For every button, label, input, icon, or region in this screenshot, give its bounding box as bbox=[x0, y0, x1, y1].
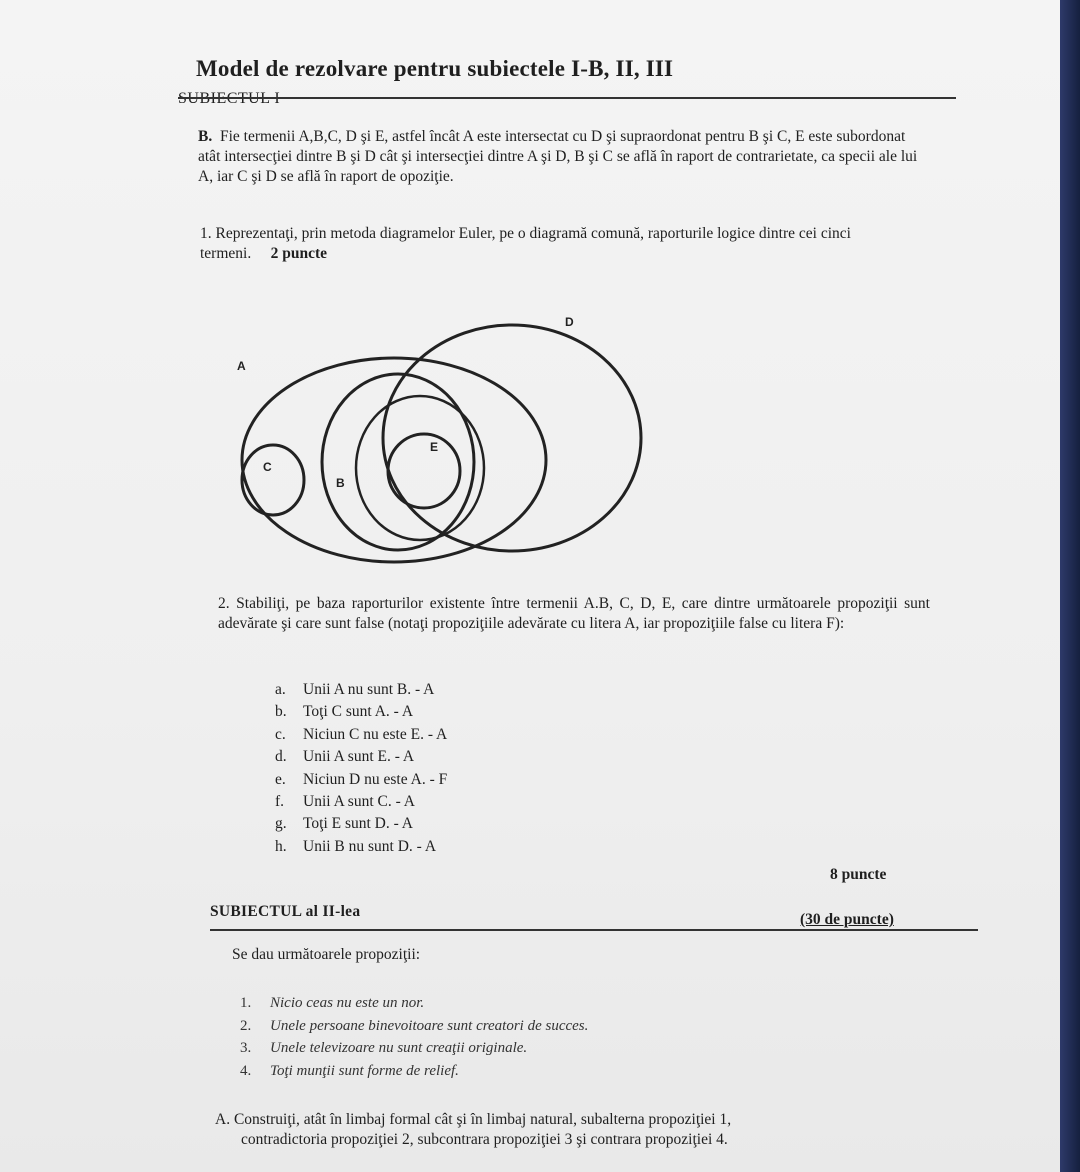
question-2-points: 8 puncte bbox=[830, 866, 887, 883]
item-letter: e. bbox=[275, 770, 286, 788]
task-a-line-1: A. Construiţi, atât în limbaj formal cât şi în limbaj natural, subalterna propoziţiei 1, bbox=[215, 1111, 732, 1128]
question-1-text: 1. Reprezentaţi, prin metoda diagramelor Euler, pe o diagramă comună, raporturile logice dintre cei cinci termeni. bbox=[200, 225, 851, 262]
circle-a bbox=[242, 358, 546, 562]
item-letter: c. bbox=[275, 725, 286, 743]
circle-d bbox=[383, 325, 641, 551]
list-item bbox=[275, 791, 447, 813]
label-d: D bbox=[565, 315, 574, 329]
item-letter: h. bbox=[275, 837, 287, 855]
answer-list bbox=[275, 679, 447, 858]
prop-number: 1. bbox=[240, 995, 252, 1011]
item-letter: g. bbox=[275, 815, 287, 833]
list-item bbox=[240, 992, 588, 1015]
list-item bbox=[275, 679, 447, 701]
page-edge-background bbox=[1060, 0, 1080, 1172]
item-text: Niciun D nu este A. - F bbox=[303, 770, 448, 788]
proposition-list bbox=[240, 992, 588, 1082]
label-c: C bbox=[263, 460, 272, 474]
list-item bbox=[275, 769, 447, 791]
list-item bbox=[240, 1037, 588, 1060]
subject-2-rule bbox=[210, 929, 978, 931]
item-text: Unii A sunt C. - A bbox=[303, 793, 415, 811]
list-item bbox=[275, 701, 447, 723]
circle-e bbox=[388, 434, 460, 508]
prop-number: 2. bbox=[240, 1017, 252, 1034]
subject-2-heading: SUBIECTUL al II-lea bbox=[210, 903, 361, 920]
item-letter: b. bbox=[275, 703, 287, 721]
item-text: Unii A sunt E. - A bbox=[303, 748, 415, 766]
list-item bbox=[275, 724, 447, 746]
list-item bbox=[240, 1060, 588, 1083]
label-e: E bbox=[430, 440, 439, 454]
list-item bbox=[275, 813, 447, 835]
list-item bbox=[240, 1015, 588, 1038]
given-intro: Se dau următoarele propoziţii: bbox=[232, 946, 421, 963]
item-letter: a. bbox=[275, 681, 286, 698]
prop-text: Nicio ceas nu este un nor. bbox=[270, 995, 425, 1011]
prop-text: Toţi munţii sunt forme de relief. bbox=[270, 1062, 459, 1079]
document-title: Model de rezolvare pentru subiectele I-B, II, III bbox=[196, 56, 674, 81]
question-2-text: 2. Stabiliţi, pe baza raporturilor existente între termenii A.B, C, D, E, care dintre următoarele propoziţii sunt adevărate şi care sunt false (notaţi propoziţiile adevărate cu litera A, iar propoziţiile false cu litera F): bbox=[218, 595, 930, 632]
item-text: Toţi E sunt D. - A bbox=[303, 815, 413, 833]
prop-text: Unele televizoare nu sunt creaţii originale. bbox=[270, 1040, 528, 1056]
subject-2-points: (30 de puncte) bbox=[800, 911, 894, 928]
prop-number: 3. bbox=[240, 1040, 252, 1056]
item-letter: f. bbox=[275, 793, 285, 811]
prop-text: Unele persoane binevoitoare sunt creatori de succes. bbox=[270, 1017, 589, 1034]
label-a: A bbox=[237, 359, 246, 373]
task-a bbox=[215, 1110, 965, 1150]
circle-c bbox=[242, 445, 304, 515]
label-b: B bbox=[336, 476, 345, 490]
question-1-points: 2 puncte bbox=[270, 245, 328, 262]
part-b-label: B. bbox=[198, 128, 213, 145]
item-text: Niciun C nu este E. - A bbox=[303, 725, 448, 743]
list-item bbox=[275, 746, 447, 768]
list-item bbox=[275, 836, 447, 858]
prop-number: 4. bbox=[240, 1062, 252, 1079]
item-letter: d. bbox=[275, 748, 287, 766]
item-text: Unii A nu sunt B. - A bbox=[303, 681, 435, 698]
task-a-line-2: contradictoria propoziţiei 2, subcontrara propoziţiei 3 şi contrara propoziţiei 4. bbox=[241, 1131, 728, 1148]
item-text: Toţi C sunt A. - A bbox=[303, 703, 414, 721]
part-b-text: Fie termenii A,B,C, D şi E, astfel încât A este intersectat cu D şi supraordonat pentru B şi C, E este subordonat atât intersecţiei dintre B şi D cât şi intersecţiei dintre A şi D, B şi C se află în raport de contrarietate, ca specii ale lui A, iar C şi D se află în raport de opoziţie. bbox=[198, 128, 918, 185]
item-text: Unii B nu sunt D. - A bbox=[303, 837, 437, 855]
